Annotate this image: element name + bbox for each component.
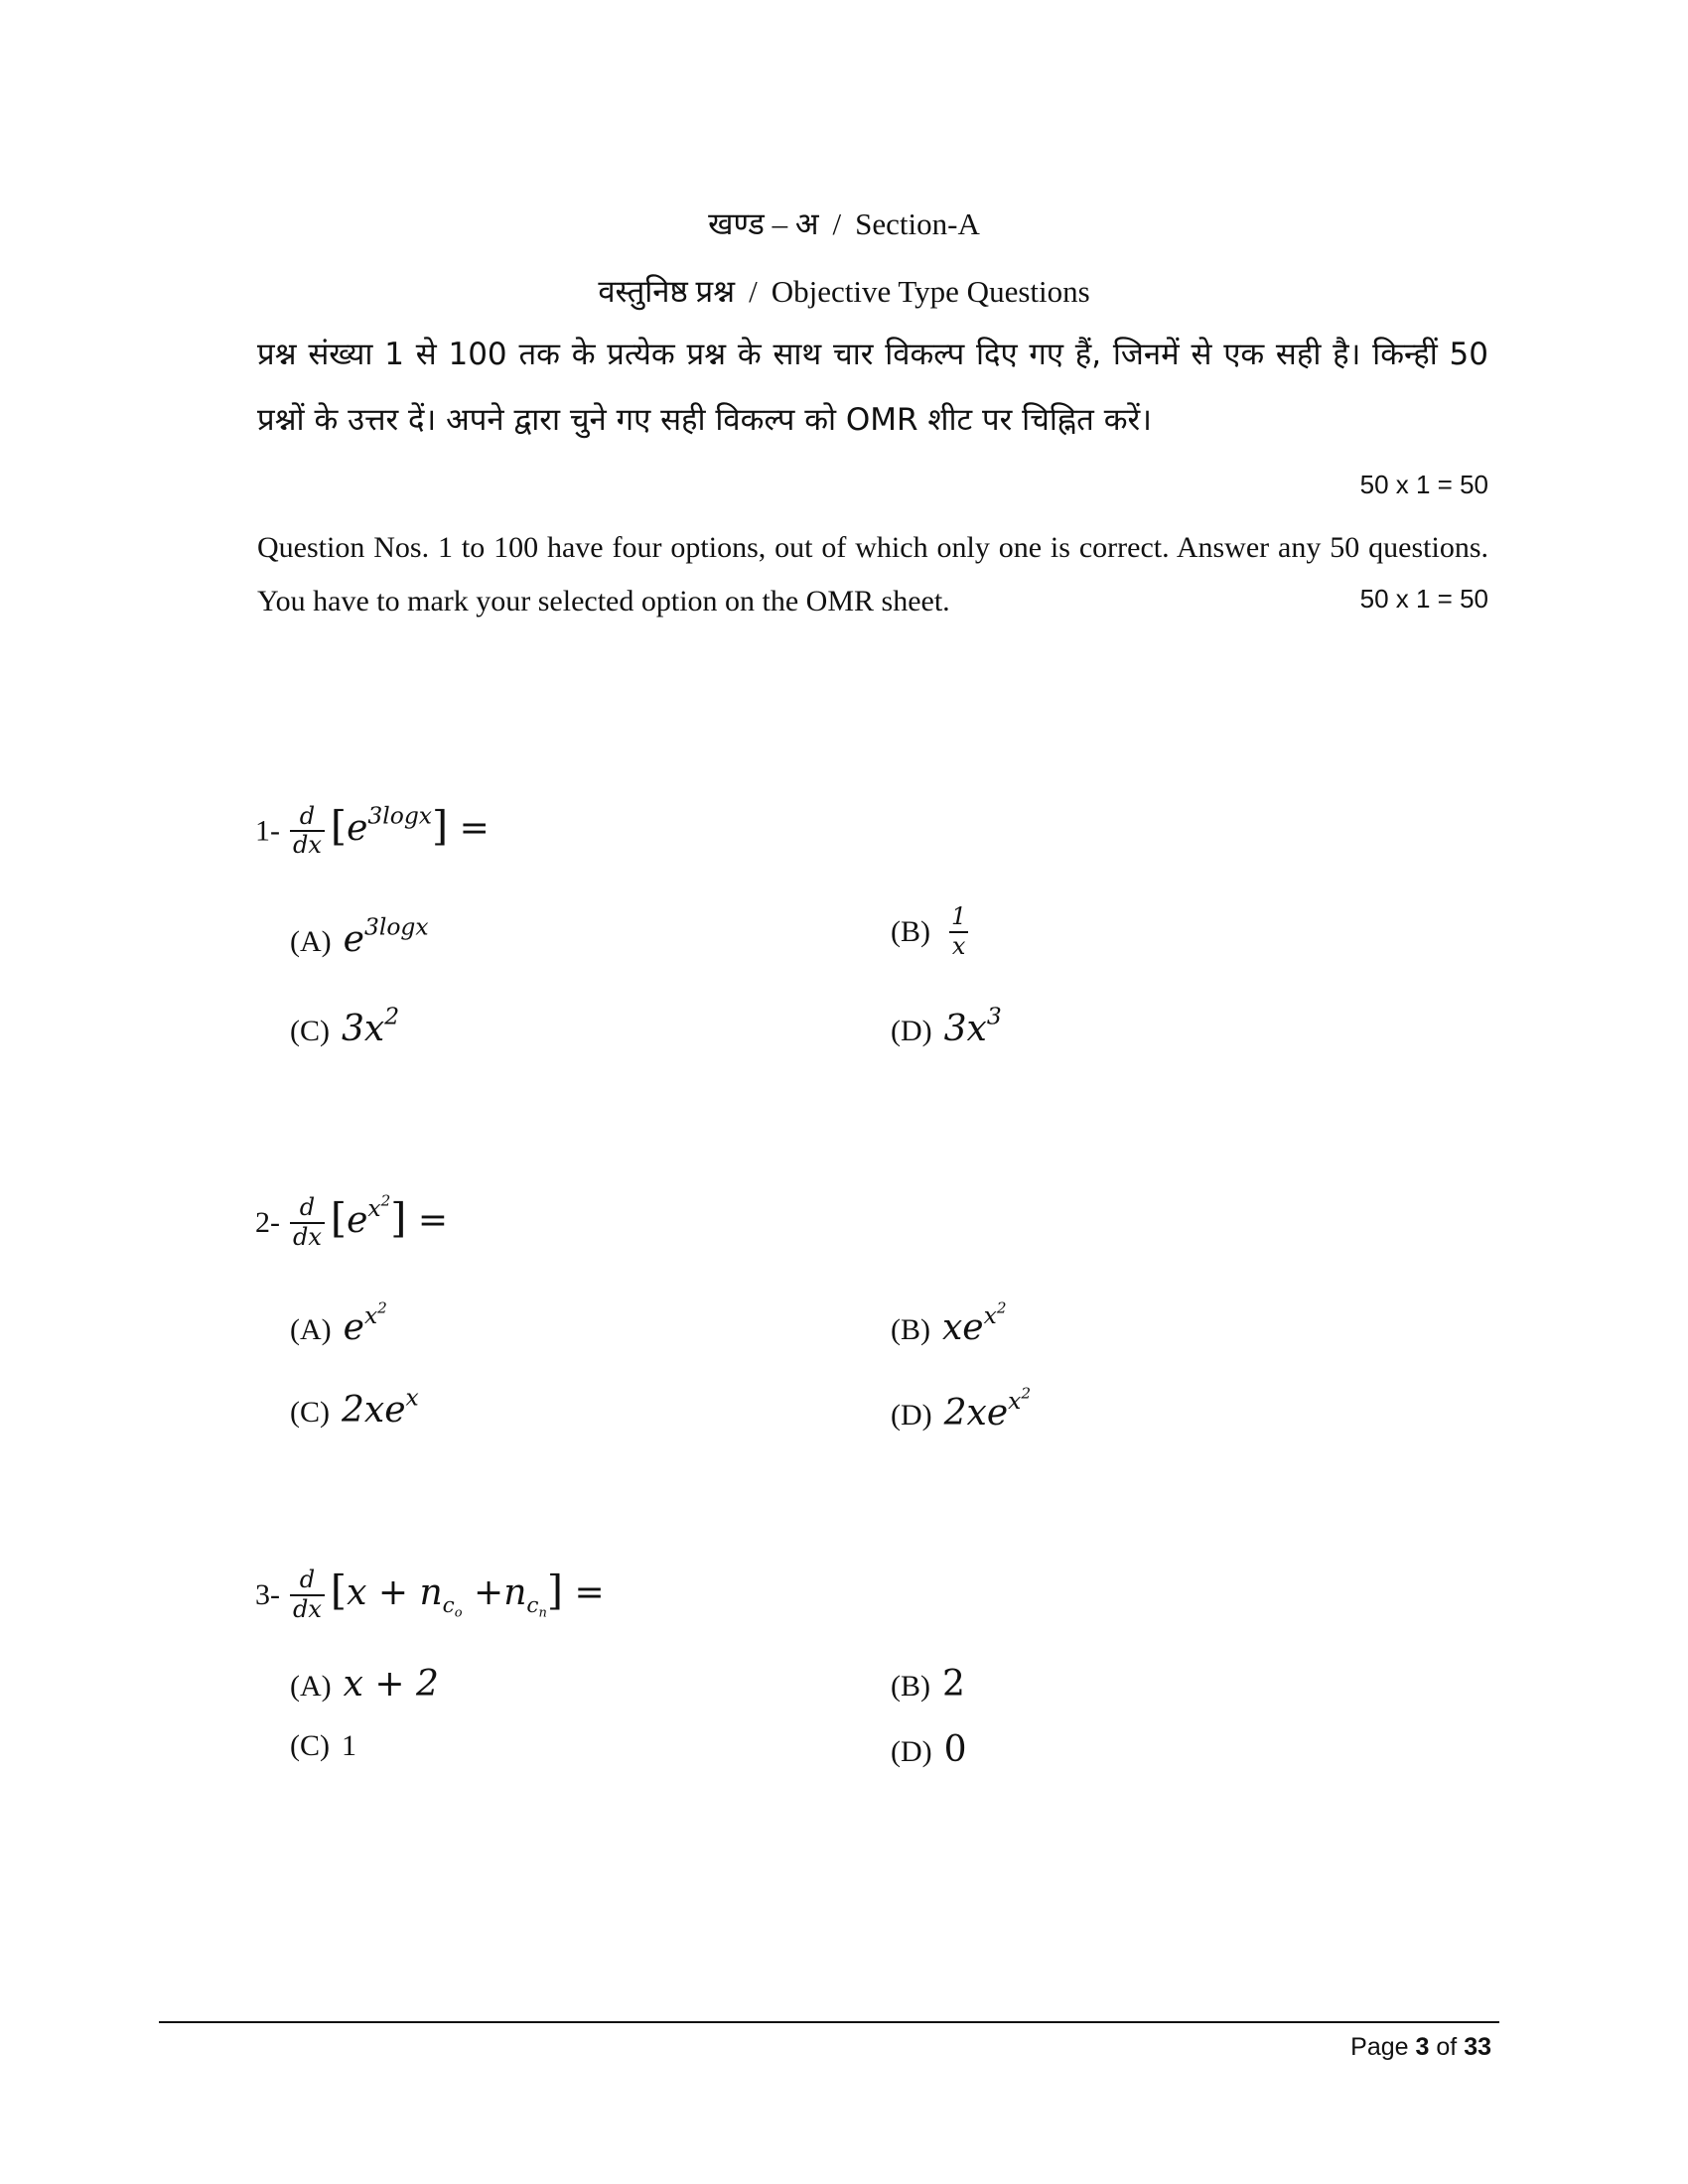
option-exponent: 3 xyxy=(986,1003,1002,1030)
page-of: of xyxy=(1436,2033,1458,2061)
term-sub-subscript: o xyxy=(454,1605,463,1621)
footer-divider xyxy=(159,2021,1499,2023)
question-1-option-b[interactable] xyxy=(891,903,975,960)
open-bracket: [ xyxy=(330,802,348,851)
instructions-hindi xyxy=(257,322,1488,453)
fraction-denominator: dx xyxy=(290,1222,325,1252)
option-base: xe xyxy=(942,1307,984,1349)
option-value: 1 xyxy=(342,1729,356,1762)
option-exponent: 3logx xyxy=(363,913,429,941)
option-exponent: x xyxy=(1008,1386,1022,1415)
derivative-fraction xyxy=(290,1194,325,1251)
question-3-option-a[interactable] xyxy=(290,1664,439,1705)
option-label: (B) xyxy=(891,914,930,948)
close-bracket: ] xyxy=(432,802,449,851)
plus-sign: + xyxy=(474,1572,504,1613)
fraction-numerator: d xyxy=(299,1193,316,1222)
page-prefix: Page xyxy=(1350,2033,1409,2061)
close-bracket: ] xyxy=(390,1194,407,1243)
option-exponent: x xyxy=(363,1300,378,1329)
option-exponent: x xyxy=(983,1300,997,1329)
option-label: (A) xyxy=(290,1313,332,1347)
question-1-number: 1- xyxy=(255,814,280,848)
question-3-number: 3- xyxy=(255,1578,280,1611)
option-base: e xyxy=(343,1307,364,1349)
option-label: (A) xyxy=(290,925,332,959)
option-base: 3x xyxy=(943,1009,987,1050)
section-title-english: Section-A xyxy=(855,206,980,241)
question-3 xyxy=(255,1567,605,1624)
plus-sign: + xyxy=(377,1572,408,1613)
option-exponent-power: 2 xyxy=(377,1298,387,1316)
question-2-option-d[interactable] xyxy=(891,1384,1031,1433)
instructions-english xyxy=(257,521,1488,628)
equals-sign: = xyxy=(417,1200,449,1242)
option-label: (B) xyxy=(891,1670,930,1703)
question-1-option-c[interactable] xyxy=(290,1003,399,1049)
section-subtitle-english: Objective Type Questions xyxy=(771,274,1090,309)
question-2 xyxy=(255,1191,448,1252)
close-bracket: ] xyxy=(546,1567,563,1614)
question-2-option-a[interactable] xyxy=(290,1298,387,1348)
question-1-expression xyxy=(284,801,490,860)
term-subscript: c xyxy=(442,1592,455,1618)
question-1-option-d[interactable] xyxy=(891,1003,1002,1049)
fraction-numerator: 1 xyxy=(951,902,967,930)
term-sub-subscript: n xyxy=(538,1605,547,1621)
base: e xyxy=(347,808,368,850)
variable-x: x xyxy=(347,1572,367,1613)
fraction-denominator: dx xyxy=(290,830,325,860)
equals-sign: = xyxy=(574,1572,605,1613)
option-label: (C) xyxy=(290,1729,330,1762)
question-3-option-d[interactable] xyxy=(891,1729,967,1770)
question-3-option-c[interactable] xyxy=(290,1729,356,1763)
option-base: 3x xyxy=(342,1009,385,1050)
option-label: (D) xyxy=(891,1399,932,1433)
option-exponent-power: 2 xyxy=(1021,1384,1032,1402)
option-label: (C) xyxy=(290,1396,330,1430)
section-title xyxy=(0,203,1688,244)
open-bracket: [ xyxy=(330,1194,348,1243)
question-3-expression xyxy=(284,1566,605,1623)
option-base: 2xe xyxy=(342,1390,406,1432)
option-base: 2xe xyxy=(943,1393,1009,1434)
option-base: e xyxy=(343,919,364,961)
term-n: n xyxy=(503,1572,527,1613)
option-label: (D) xyxy=(891,1015,932,1048)
option-value: x + 2 xyxy=(343,1664,439,1705)
derivative-fraction xyxy=(290,1567,325,1623)
fraction-numerator: d xyxy=(299,801,316,830)
option-exponent: 2 xyxy=(384,1003,400,1030)
section-subtitle xyxy=(0,270,1688,312)
exponent-power: 2 xyxy=(380,1191,391,1209)
page-current: 3 xyxy=(1415,2033,1430,2061)
fraction-denominator: x xyxy=(949,931,969,961)
equals-sign: = xyxy=(459,808,490,850)
question-2-option-c[interactable] xyxy=(290,1384,419,1431)
option-exponent: x xyxy=(405,1384,419,1412)
term-subscript: c xyxy=(526,1592,539,1618)
derivative-fraction xyxy=(290,803,325,860)
fraction-numerator: d xyxy=(299,1566,316,1594)
instructions-hindi-text: प्रश्न संख्या 1 से 100 तक के प्रत्येक प्रश्न के साथ चार विकल्प दिए गए हैं, जिनमें से एक सही है। किन्हीं 50 प्रश्नों के उत्तर दें। अपने द्वारा चुने गए सही विकल्प को OMR शीट पर चिह्नित करें। xyxy=(257,337,1488,438)
question-1-option-a[interactable] xyxy=(290,913,429,960)
question-2-number: 2- xyxy=(255,1206,280,1240)
option-fraction xyxy=(948,903,969,960)
section-subtitle-separator: / xyxy=(749,274,758,309)
question-1 xyxy=(255,802,490,860)
question-3-option-b[interactable] xyxy=(891,1664,965,1705)
option-label: (B) xyxy=(891,1313,930,1347)
instructions-hindi-marks: 50 x 1 = 50 xyxy=(1359,470,1488,499)
instructions-english-text: Question Nos. 1 to 100 have four options, out of which only one is correct. Answer any 50 questions. You have to mark your selected option on the OMR sheet. xyxy=(257,531,1488,617)
option-label: (C) xyxy=(290,1015,330,1048)
page-total: 33 xyxy=(1464,2033,1491,2061)
fraction-denominator: dx xyxy=(290,1594,325,1624)
section-subtitle-hindi: वस्तुनिष्ठ प्रश्न xyxy=(598,274,736,309)
option-exponent-power: 2 xyxy=(996,1298,1007,1316)
question-2-option-b[interactable] xyxy=(891,1298,1007,1348)
option-value: 2 xyxy=(942,1664,965,1705)
question-2-expression xyxy=(284,1191,449,1252)
exponent: x xyxy=(367,1193,381,1222)
instructions-english-marks: 50 x 1 = 50 xyxy=(1359,584,1488,614)
exponent: 3logx xyxy=(367,802,432,830)
base: e xyxy=(347,1200,368,1242)
page-number xyxy=(1350,2033,1491,2062)
option-label: (D) xyxy=(891,1735,932,1768)
section-title-separator: / xyxy=(832,206,842,241)
term-n: n xyxy=(419,1572,443,1613)
option-label: (A) xyxy=(290,1670,332,1703)
option-value: 0 xyxy=(943,1729,967,1770)
section-title-hindi: खण्ड – अ xyxy=(708,206,819,241)
open-bracket: [ xyxy=(330,1567,348,1614)
